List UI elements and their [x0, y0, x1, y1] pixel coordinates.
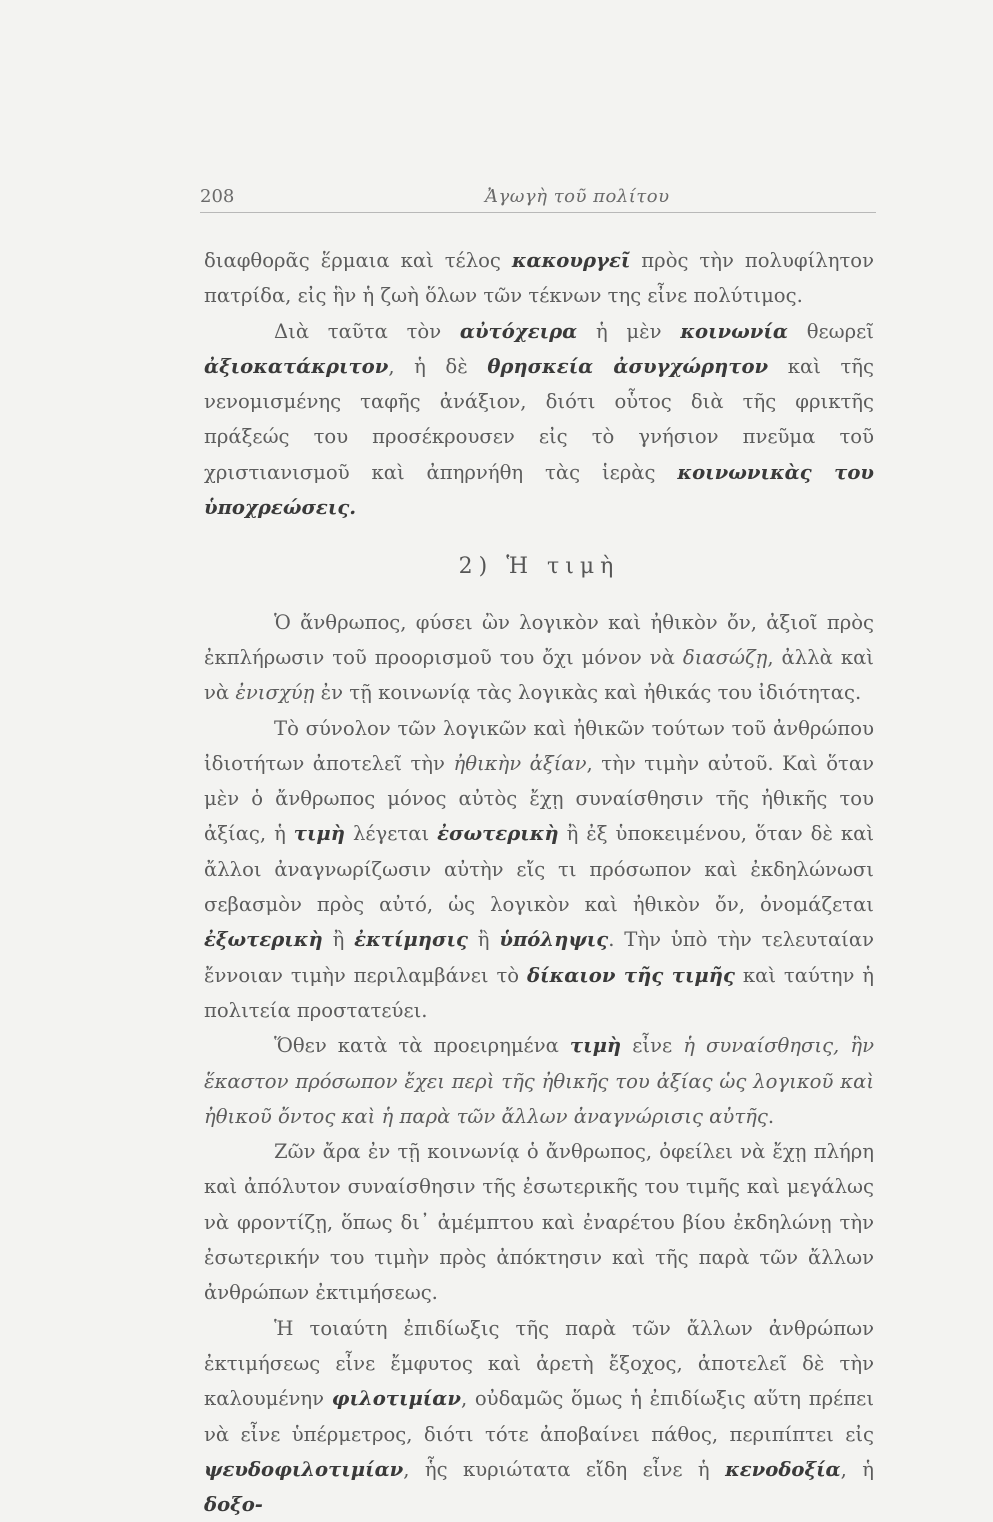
emphasis-text: ἀξιοκατάκριτον [204, 354, 389, 378]
text-run: Ἡ τοιαύτη ἐπιδίωξις τῆς παρὰ τῶν ἄλλων ἀνθρώπων ἐκτιμήσεως εἶνε ἔμφυτος καὶ ἀρετὴ ἔξοχος, ἀποτελεῖ δὲ τὴν καλουμένην [204, 1316, 874, 1411]
text-run: Ζῶν ἄρα ἐν τῇ κοινωνίᾳ ὁ ἄνθρωπος, ὀφείλει νὰ ἔχῃ πλήρη καὶ ἀπόλυτον συναίσθησιν τῆς ἐσωτερικῆς του τιμῆς καὶ μεγάλως νὰ φροντίζῃ, ὅπως δι᾿ ἀμέμπτου καὶ ἐναρέτου βίου ἐκδηλώνῃ τὴν ἐσωτερικήν του τιμὴν πρὸς ἀπόκτησιν καὶ τῆς παρὰ τῶν ἄλλων ἀνθρώπων ἐκτιμήσεως. [204, 1140, 874, 1305]
paragraph [204, 1311, 874, 1522]
text-run: καὶ ταύτην ἡ πολιτεία προστατεύει. [204, 963, 874, 1022]
text-run: , τὴν τιμὴν αὐτοῦ. Καὶ ὅταν μὲν ὁ ἄνθρωπος μόνος αὐτὸς ἔχῃ συναίσθησιν τῆς ἠθικῆς του ἀξίας, ἡ [204, 751, 875, 846]
emphasis-text: φιλοτιμίαν [331, 1387, 461, 1411]
emphasis-text: δίκαιον τῆς τιμῆς [526, 963, 735, 987]
text-run: . Τὴν ὑπὸ τὴν τελευταίαν ἔννοιαν τιμὴν περιλαμβάνει τὸ [204, 928, 874, 987]
emphasis-text: κακουργεῖ [511, 249, 631, 272]
paragraph [204, 1134, 874, 1310]
text-run: Τὸ σύνολον τῶν λογικῶν καὶ ἠθικῶν τούτων τοῦ ἀνθρώπου ἰδιοτήτων ἀποτελεῖ τὴν [204, 716, 874, 775]
paragraph [204, 1028, 874, 1134]
paragraph [204, 605, 874, 711]
text-run: πρὸς τὴν πολυφίλητον πατρίδα, εἰς ἣν ἡ ζωὴ ὅλων τῶν τέκνων της εἶνε πολύτιμος. [204, 249, 874, 308]
emphasis-text: τιμὴ [569, 1034, 622, 1058]
emphasis-text: τιμὴ [293, 822, 346, 846]
text-run: , ἡ δὲ [388, 354, 488, 378]
emphasis-text: ἐσωτερικὴ [437, 822, 559, 846]
text-run: Ὁ ἄνθρωπος, φύσει ὢν λογικὸν καὶ ἠθικὸν ὄν, ἀξιοῖ πρὸς ἐκπλήρωσιν τοῦ προορισμοῦ του ὄχι μόνον νὰ [204, 610, 874, 669]
header-rule [200, 212, 876, 213]
emphasis-text: θρησκεία ἀσυγχώρητον [487, 354, 769, 378]
emphasis-text: δοξο- [204, 1493, 263, 1517]
emphasis-text: κενοδοξία [725, 1457, 841, 1481]
text-run: , ἧς κυριώτατα εἴδη εἶνε ἡ [403, 1457, 726, 1481]
italic-text: ἡ συναίσθησις, ἣν ἕκαστον πρόσωπον ἔχει περὶ τῆς ἠθικῆς του ἀξίας ὡς λογικοῦ καὶ ἠθικοῦ ὄντος καὶ ἡ παρὰ τῶν ἄλλων ἀναγνώρισις αὐτῆς [204, 1034, 874, 1128]
emphasis-text: ἐξωτερικὴ [204, 928, 323, 952]
paragraph [204, 314, 874, 526]
text-run: λέγεται [345, 822, 438, 846]
text-run: ἡ μὲν [577, 319, 681, 343]
emphasis-text: ἐκτίμησις [354, 928, 468, 952]
page-number: 208 [200, 186, 235, 207]
italic-text: ἐνισχύῃ [235, 681, 315, 705]
text-run: Ὅθεν κατὰ τὰ προειρημένα [274, 1034, 570, 1058]
text-run: Διὰ ταῦτα τὸν [274, 319, 460, 343]
text-run: . [767, 1104, 775, 1128]
emphasis-text: αὐτόχειρα [459, 319, 578, 343]
running-head [200, 186, 875, 210]
emphasis-text: ψευδοφιλοτιμίαν [204, 1457, 404, 1481]
text-run: θεωρεῖ [787, 319, 874, 343]
emphasis-text: κοινωνικὰς του ὑποχρεώσεις. [204, 460, 874, 520]
text-run: ἢ [467, 928, 500, 952]
text-run: ἐν τῇ κοινωνίᾳ τὰς λογικὰς καὶ ἠθικάς του ἰδιότητας. [314, 681, 862, 705]
running-title: Ἀγωγὴ τοῦ πολίτου [485, 186, 670, 207]
text-run: καὶ τῆς νενομισμένης ταφῆς ἀνάξιον, διότι οὗτος διὰ τῆς φρικτῆς πράξεώς του προσέκρουσεν εἰς τὸ γνήσιον πνεῦμα τοῦ χριστιανισμοῦ καὶ ἀπηρνήθη τὰς ἱερὰς [204, 354, 875, 484]
text-run: , οὐδαμῶς ὅμως ἡ ἐπιδίωξις αὕτη πρέπει νὰ εἶνε ὑπέρμετρος, διότι τότε ἀποβαίνει πάθος, περιπίπτει εἰς [204, 1387, 875, 1446]
text-run: , ἀλλὰ καὶ νὰ [204, 645, 874, 705]
section-title: 2) Ἡ τιμὴ [458, 554, 620, 580]
italic-text: ἠθικὴν ἀξίαν [453, 751, 587, 775]
text-run: ἢ [322, 928, 355, 952]
paragraphs-after [204, 605, 874, 1522]
text-run: , ἡ [840, 1457, 874, 1481]
text-run: εἶνε [621, 1034, 684, 1058]
emphasis-text: ὑπόληψις [499, 928, 609, 952]
text-run: διαφθορᾶς ἕρμαια καὶ τέλος [204, 249, 512, 272]
emphasis-text: κοινωνία [680, 319, 788, 343]
paragraphs-before [204, 243, 874, 525]
paragraph [204, 243, 874, 314]
text-run: ἢ ἐξ ὑποκειμένου, ὅταν δὲ καὶ ἄλλοι ἀναγνωρίζωσιν αὐτὴν εἴς τι πρόσωπον καὶ ἐκδηλώνωσι σεβασμὸν πρὸς αὐτό, ὡς λογικὸν καὶ ἠθικὸν ὄν, ὀνομάζεται [204, 822, 874, 917]
italic-text: διασώζῃ [682, 645, 768, 669]
body-text [204, 243, 874, 1522]
paragraph [204, 711, 874, 1029]
